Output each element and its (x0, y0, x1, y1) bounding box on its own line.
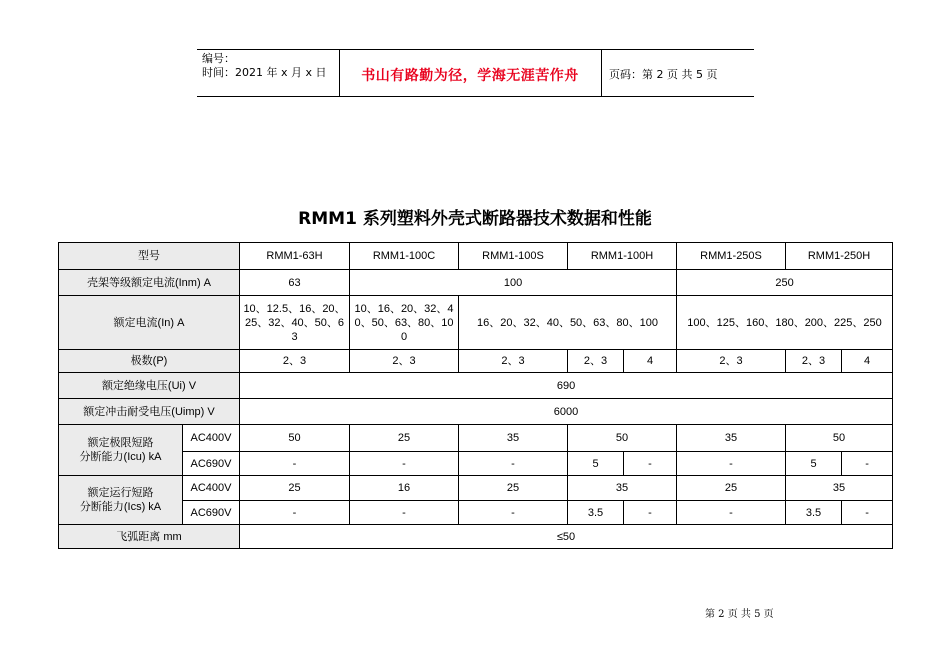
table-cell: 2、3 (459, 350, 568, 373)
row-label: 额定绝缘电压(Ui) V (59, 373, 240, 399)
table-cell: 25 (459, 476, 568, 501)
table-row (59, 476, 893, 501)
row-label: 飞弧距离 mm (59, 525, 240, 549)
table-cell: - (624, 501, 677, 525)
page-info: 页码：第 2 页 共 5 页 (609, 68, 718, 81)
table-cell: - (350, 501, 459, 525)
ics-label-line2: 分断能力(Ics) kA (79, 501, 162, 513)
table-cell: 3.5 (786, 501, 842, 525)
table-cell: - (240, 452, 350, 476)
table-row (59, 243, 893, 270)
table-row (59, 399, 893, 425)
icu-label-line2: 分断能力(Icu) kA (79, 451, 162, 463)
table-row (59, 525, 893, 549)
table-cell: 100 (350, 270, 677, 296)
code-label: 编号： (202, 52, 235, 65)
table-cell: 10、16、20、32、40、50、63、80、100 (350, 296, 459, 350)
table-row (59, 350, 893, 373)
table-cell: 5 (786, 452, 842, 476)
table-cell: 4 (842, 350, 893, 373)
row-label: 型号 (59, 243, 240, 270)
table-cell: 35 (677, 425, 786, 452)
model-header: RMM1-100S (459, 243, 568, 270)
table-row (59, 452, 893, 476)
table-cell: 2、3 (677, 350, 786, 373)
table-row (59, 296, 893, 350)
model-header: RMM1-100C (350, 243, 459, 270)
table-cell: 35 (568, 476, 677, 501)
table-cell: - (842, 501, 893, 525)
table-row (59, 425, 893, 452)
table-row (59, 501, 893, 525)
voltage-label: AC400V (183, 476, 240, 501)
table-cell: 16 (350, 476, 459, 501)
voltage-label: AC400V (183, 425, 240, 452)
document-header (197, 49, 754, 97)
table-cell: 25 (350, 425, 459, 452)
table-cell: - (677, 452, 786, 476)
icu-label-line1: 额定极限短路 (87, 437, 154, 449)
table-cell: 35 (786, 476, 893, 501)
model-header: RMM1-63H (240, 243, 350, 270)
table-cell: 16、20、32、40、50、63、80、100 (459, 296, 677, 350)
table-cell: 50 (240, 425, 350, 452)
model-header: RMM1-100H (568, 243, 677, 270)
table-cell: 10、12.5、16、20、25、32、40、50、63 (240, 296, 350, 350)
model-header: RMM1-250S (677, 243, 786, 270)
table-cell: 35 (459, 425, 568, 452)
row-label: 额定电流(In) A (59, 296, 240, 350)
table-cell: 2、3 (240, 350, 350, 373)
ics-label-line1: 额定运行短路 (87, 487, 154, 499)
header-divider (601, 50, 602, 96)
row-label: 壳架等级额定电流(Inm) A (59, 270, 240, 296)
table-cell: 63 (240, 270, 350, 296)
table-cell: 5 (568, 452, 624, 476)
table-cell: - (459, 501, 568, 525)
table-cell: ≤50 (240, 525, 893, 549)
header-motto: 书山有路勤为径，学海无涯苦作舟 (361, 68, 579, 84)
table-cell: - (459, 452, 568, 476)
model-header: RMM1-250H (786, 243, 893, 270)
row-label: 极数(P) (59, 350, 240, 373)
spec-table (58, 242, 893, 549)
voltage-label: AC690V (183, 501, 240, 525)
voltage-label: AC690V (183, 452, 240, 476)
header-left (202, 52, 327, 80)
table-cell: 100、125、160、180、200、225、250 (677, 296, 893, 350)
table-cell: - (240, 501, 350, 525)
table-cell: 25 (677, 476, 786, 501)
table-cell: 2、3 (568, 350, 624, 373)
page-footer: 第 2 页 共 5 页 (705, 609, 774, 620)
table-row (59, 373, 893, 399)
table-cell: 250 (677, 270, 893, 296)
page-title: RMM1 系列塑料外壳式断路器技术数据和性能 (298, 209, 652, 229)
table-cell: 50 (568, 425, 677, 452)
table-cell: 2、3 (786, 350, 842, 373)
table-cell: - (842, 452, 893, 476)
table-row (59, 270, 893, 296)
row-label: 额定冲击耐受电压(Uimp) V (59, 399, 240, 425)
table-cell: 25 (240, 476, 350, 501)
row-label (59, 425, 183, 476)
time-label: 时间：2021 年 x 月 x 日 (202, 66, 327, 79)
table-cell: 4 (624, 350, 677, 373)
table-cell: - (624, 452, 677, 476)
table-cell: 50 (786, 425, 893, 452)
table-cell: 6000 (240, 399, 893, 425)
table-cell: 2、3 (350, 350, 459, 373)
table-cell: 3.5 (568, 501, 624, 525)
table-cell: - (677, 501, 786, 525)
table-cell: - (350, 452, 459, 476)
row-label (59, 476, 183, 525)
table-cell: 690 (240, 373, 893, 399)
